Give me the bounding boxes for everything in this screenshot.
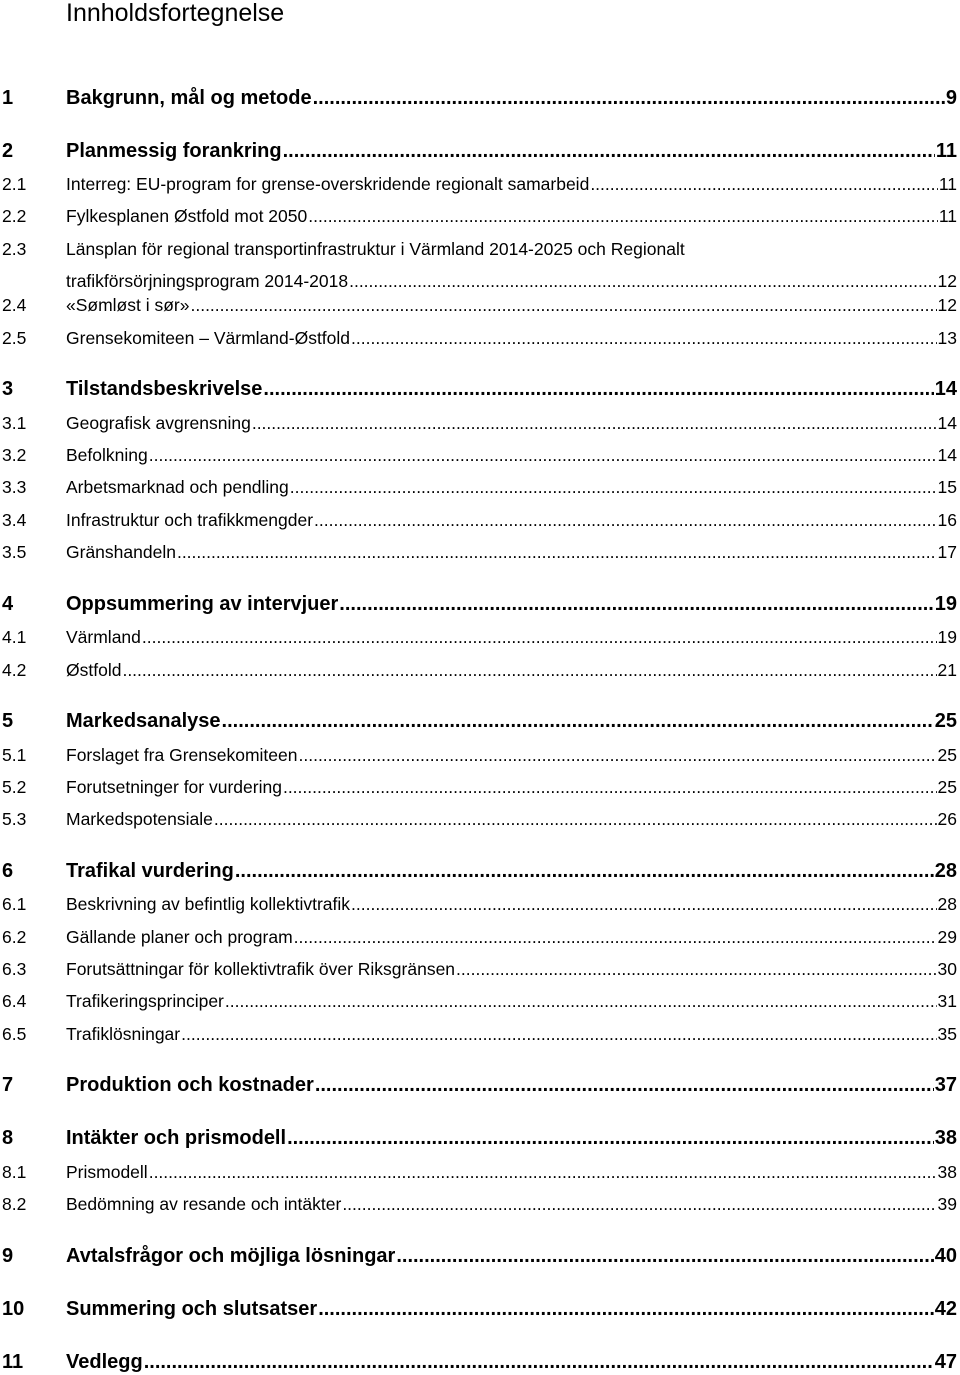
toc-page-number: 26: [937, 809, 957, 829]
toc-entry[interactable]: [0, 1125, 957, 1151]
toc-page-number: 17: [937, 542, 957, 562]
toc-title: Trafiklösningar: [66, 1024, 181, 1044]
toc-title: Beskrivning av befintlig kollektivtrafik: [66, 894, 351, 914]
toc-page-number: 28: [934, 860, 957, 882]
dot-leader: [294, 924, 937, 950]
toc-entry[interactable]: [0, 410, 957, 436]
dot-leader: [342, 1191, 936, 1217]
toc-row: [66, 988, 957, 1014]
dot-leader: [590, 171, 938, 197]
toc-page-number: 47: [934, 1351, 957, 1373]
toc-row: [66, 474, 957, 500]
toc-title: Vedlegg: [66, 1351, 143, 1373]
toc-page-number: 12: [937, 271, 957, 291]
toc-row: [66, 1159, 957, 1185]
dot-leader: [283, 774, 937, 800]
toc-title: Østfold: [66, 660, 122, 680]
toc-page-number: 19: [937, 627, 957, 647]
toc-title: Grensekomiteen ‒ Värmland-Østfold: [66, 328, 351, 348]
toc-title: Gränshandeln: [66, 542, 176, 562]
toc-entry[interactable]: [0, 292, 957, 318]
toc-entry[interactable]: [0, 858, 957, 884]
toc-title: Gällande planer och program: [66, 927, 293, 947]
toc-number: 4.1: [2, 627, 27, 647]
toc-number: 3.3: [2, 477, 27, 497]
toc-row: [66, 1125, 957, 1151]
toc-page-number: 35: [937, 1024, 957, 1044]
toc-row: [66, 1021, 957, 1047]
toc-number: 3.1: [2, 413, 27, 433]
toc-number: 4: [2, 593, 14, 615]
dot-leader: [235, 858, 934, 884]
dot-leader: [396, 1243, 933, 1269]
dot-leader: [351, 891, 937, 917]
toc-number: 2.3: [2, 239, 27, 259]
toc-number: 6.1: [2, 894, 27, 914]
dot-leader: [190, 292, 936, 318]
toc-page-number: 38: [937, 1162, 957, 1182]
toc-entry[interactable]: [0, 1243, 957, 1269]
dot-leader: [252, 410, 937, 436]
toc-entry[interactable]: [0, 891, 957, 917]
dot-leader: [308, 203, 938, 229]
toc-number: 8.2: [2, 1194, 27, 1214]
toc-title: Oppsummering av intervjuer: [66, 593, 339, 615]
toc-number: 5.2: [2, 777, 27, 797]
toc-title: «Sømløst i sør»: [66, 295, 190, 315]
toc-row: [66, 442, 957, 468]
toc-number: 3: [2, 378, 14, 400]
dot-leader: [144, 1349, 934, 1375]
dot-leader: [456, 956, 936, 982]
toc-title: Forutsättningar för kollektivtrafik över Riksgränsen: [66, 959, 456, 979]
toc-title: Markedsanalyse: [66, 710, 221, 732]
toc-number: 6.4: [2, 991, 27, 1011]
toc-title: Bakgrunn, mål og metode: [66, 87, 312, 109]
toc-number: 6.2: [2, 927, 27, 947]
toc-number: 6.3: [2, 959, 27, 979]
toc-title: Infrastruktur och trafikkmengder: [66, 510, 314, 530]
toc-row: [66, 85, 957, 111]
toc-row: [66, 924, 957, 950]
toc-row: [66, 1349, 957, 1375]
toc-entry[interactable]: [0, 1349, 957, 1375]
toc-row: [66, 708, 957, 734]
toc-entry[interactable]: [0, 774, 957, 800]
toc-page-number: 14: [937, 445, 957, 465]
dot-leader: [313, 85, 945, 111]
toc-number: 6: [2, 860, 14, 882]
dot-leader: [283, 138, 935, 164]
toc-row: [66, 774, 957, 800]
toc-number: 2.1: [2, 174, 27, 194]
toc-page-number: 11: [938, 206, 957, 226]
toc-page-number: 19: [934, 593, 957, 615]
toc-page-number: 37: [934, 1074, 957, 1096]
toc-number: 1: [2, 87, 14, 109]
toc-row: [66, 806, 957, 832]
toc-row: [66, 539, 957, 565]
toc-title: Geografisk avgrensning: [66, 413, 251, 433]
toc-row: [66, 203, 957, 229]
dot-leader: [214, 806, 937, 832]
toc-title: Forslaget fra Grensekomiteen: [66, 745, 298, 765]
toc-entry[interactable]: [0, 171, 957, 197]
toc-number: 2: [2, 140, 14, 162]
toc-title: Summering och slutsatser: [66, 1298, 318, 1320]
toc-number: 2.2: [2, 206, 27, 226]
toc-entry[interactable]: [0, 474, 957, 500]
toc-entry[interactable]: [0, 624, 957, 650]
toc-number: 4.2: [2, 660, 27, 680]
toc-title: Produktion och kostnader: [66, 1074, 314, 1096]
toc-entry[interactable]: [0, 236, 957, 294]
toc-number: 5: [2, 710, 14, 732]
toc-number: 3.5: [2, 542, 27, 562]
toc-number: 2.5: [2, 328, 27, 348]
toc-number: 8.1: [2, 1162, 27, 1182]
toc-number: 10: [2, 1298, 25, 1320]
toc-page-number: 38: [934, 1127, 957, 1149]
dot-leader: [299, 742, 937, 768]
toc-title: Värmland: [66, 627, 141, 647]
toc-number: 8: [2, 1127, 14, 1149]
toc-row: [66, 410, 957, 436]
toc-page-number: 30: [937, 959, 957, 979]
toc-entry[interactable]: [0, 507, 957, 533]
toc-entry[interactable]: [0, 1159, 957, 1185]
toc-row: [66, 325, 957, 351]
toc-number: 3.2: [2, 445, 27, 465]
page-title: Innholdsfortegnelse: [66, 0, 285, 27]
dot-leader: [349, 268, 936, 294]
toc-entry[interactable]: [0, 539, 957, 565]
toc-entry[interactable]: [0, 376, 957, 402]
toc-page-number: 14: [934, 378, 957, 400]
toc-row: [66, 891, 957, 917]
toc-page-number: 15: [937, 477, 957, 497]
toc-title: Befolkning: [66, 445, 148, 465]
toc-row: [66, 1296, 957, 1322]
toc-page-number: 25: [934, 710, 957, 732]
dot-leader: [351, 325, 937, 351]
toc-page-number: 11: [938, 174, 957, 194]
dot-leader: [339, 591, 933, 617]
toc-page-number: 13: [937, 328, 957, 348]
toc-page-number: 31: [937, 991, 957, 1011]
toc-row: [66, 236, 957, 294]
dot-leader: [263, 376, 933, 402]
toc-title: Interreg: EU-program for grense-overskridende regionalt samarbeid: [66, 174, 590, 194]
toc-entry[interactable]: [0, 1296, 957, 1322]
toc-title: Tilstandsbeskrivelse: [66, 378, 263, 400]
toc-row: [66, 858, 957, 884]
toc-entry[interactable]: [0, 325, 957, 351]
toc-page-number: 42: [934, 1298, 957, 1320]
dot-leader: [222, 708, 934, 734]
dot-leader: [181, 1021, 936, 1047]
dot-leader: [290, 474, 937, 500]
dot-leader: [225, 988, 937, 1014]
toc-page-number: 14: [937, 413, 957, 433]
toc-row: [66, 1191, 957, 1217]
toc-page-number: 40: [934, 1245, 957, 1267]
toc-entry[interactable]: [0, 742, 957, 768]
toc-row: [66, 624, 957, 650]
dot-leader: [314, 507, 936, 533]
toc-page-number: 21: [937, 660, 957, 680]
toc-page-number: 16: [937, 510, 957, 530]
toc-title: Prismodell: [66, 1162, 148, 1182]
toc-row: [66, 1243, 957, 1269]
toc-page-number: 12: [937, 295, 957, 315]
toc-page-number: 11: [935, 140, 957, 162]
dot-leader: [315, 1072, 934, 1098]
toc-entry[interactable]: [0, 806, 957, 832]
toc-row: [66, 742, 957, 768]
toc-row: [66, 376, 957, 402]
toc-entry[interactable]: [0, 1072, 957, 1098]
dot-leader: [318, 1296, 934, 1322]
dot-leader: [287, 1125, 934, 1151]
toc-page-number: 28: [937, 894, 957, 914]
toc-number: 5.3: [2, 809, 27, 829]
toc-page-number: 9: [945, 87, 957, 109]
toc-row: [66, 591, 957, 617]
dot-leader: [149, 1159, 937, 1185]
toc-row: [66, 956, 957, 982]
dot-leader: [149, 442, 937, 468]
dot-leader: [177, 539, 937, 565]
toc-title: Trafikal vurdering: [66, 860, 234, 882]
dot-leader: [142, 624, 937, 650]
toc-row: [66, 138, 957, 164]
toc-title: Markedspotensiale: [66, 809, 213, 829]
toc-entry[interactable]: [0, 956, 957, 982]
toc-number: 6.5: [2, 1024, 27, 1044]
toc-number: 3.4: [2, 510, 27, 530]
toc-title: Planmessig forankring: [66, 140, 282, 162]
toc-row: [66, 507, 957, 533]
toc-page-number: 25: [937, 777, 957, 797]
toc-entry[interactable]: [0, 1191, 957, 1217]
toc-title: Forutsetninger for vurdering: [66, 777, 282, 797]
toc-page-number: 25: [937, 745, 957, 765]
toc-title: Bedömning av resande och intäkter: [66, 1194, 342, 1214]
dot-leader: [122, 657, 936, 683]
toc-row: [66, 171, 957, 197]
toc-title: Intäkter och prismodell: [66, 1127, 287, 1149]
toc-entry[interactable]: [0, 138, 957, 164]
toc-entry[interactable]: [0, 924, 957, 950]
toc-row: [66, 292, 957, 318]
toc-entry[interactable]: [0, 591, 957, 617]
toc-entry[interactable]: [0, 203, 957, 229]
toc-entry[interactable]: [0, 85, 957, 111]
toc-number: 11: [2, 1351, 24, 1373]
toc-title: Trafikeringsprinciper: [66, 991, 224, 1011]
toc-title: trafikförsörjningsprogram 2014-2018: [66, 271, 349, 291]
toc-title: Avtalsfrågor och möjliga lösningar: [66, 1245, 396, 1267]
toc-title: Fylkesplanen Østfold mot 2050: [66, 206, 308, 226]
toc-page-number: 29: [937, 927, 957, 947]
toc-entry[interactable]: [0, 1021, 957, 1047]
toc-entry[interactable]: [0, 442, 957, 468]
toc-number: 9: [2, 1245, 14, 1267]
toc-entry[interactable]: [0, 708, 957, 734]
toc-title: Arbetsmarknad och pendling: [66, 477, 289, 497]
toc-number: 2.4: [2, 295, 27, 315]
toc-number: 5.1: [2, 745, 27, 765]
toc-title-line1: Länsplan för regional transportinfrastruktur i Värmland 2014-2025 och Regionalt: [66, 239, 685, 259]
toc-page-number: 39: [937, 1194, 957, 1214]
toc-entry[interactable]: [0, 988, 957, 1014]
toc-row: [66, 1072, 957, 1098]
toc-row: [66, 657, 957, 683]
toc-number: 7: [2, 1074, 14, 1096]
toc-entry[interactable]: [0, 657, 957, 683]
